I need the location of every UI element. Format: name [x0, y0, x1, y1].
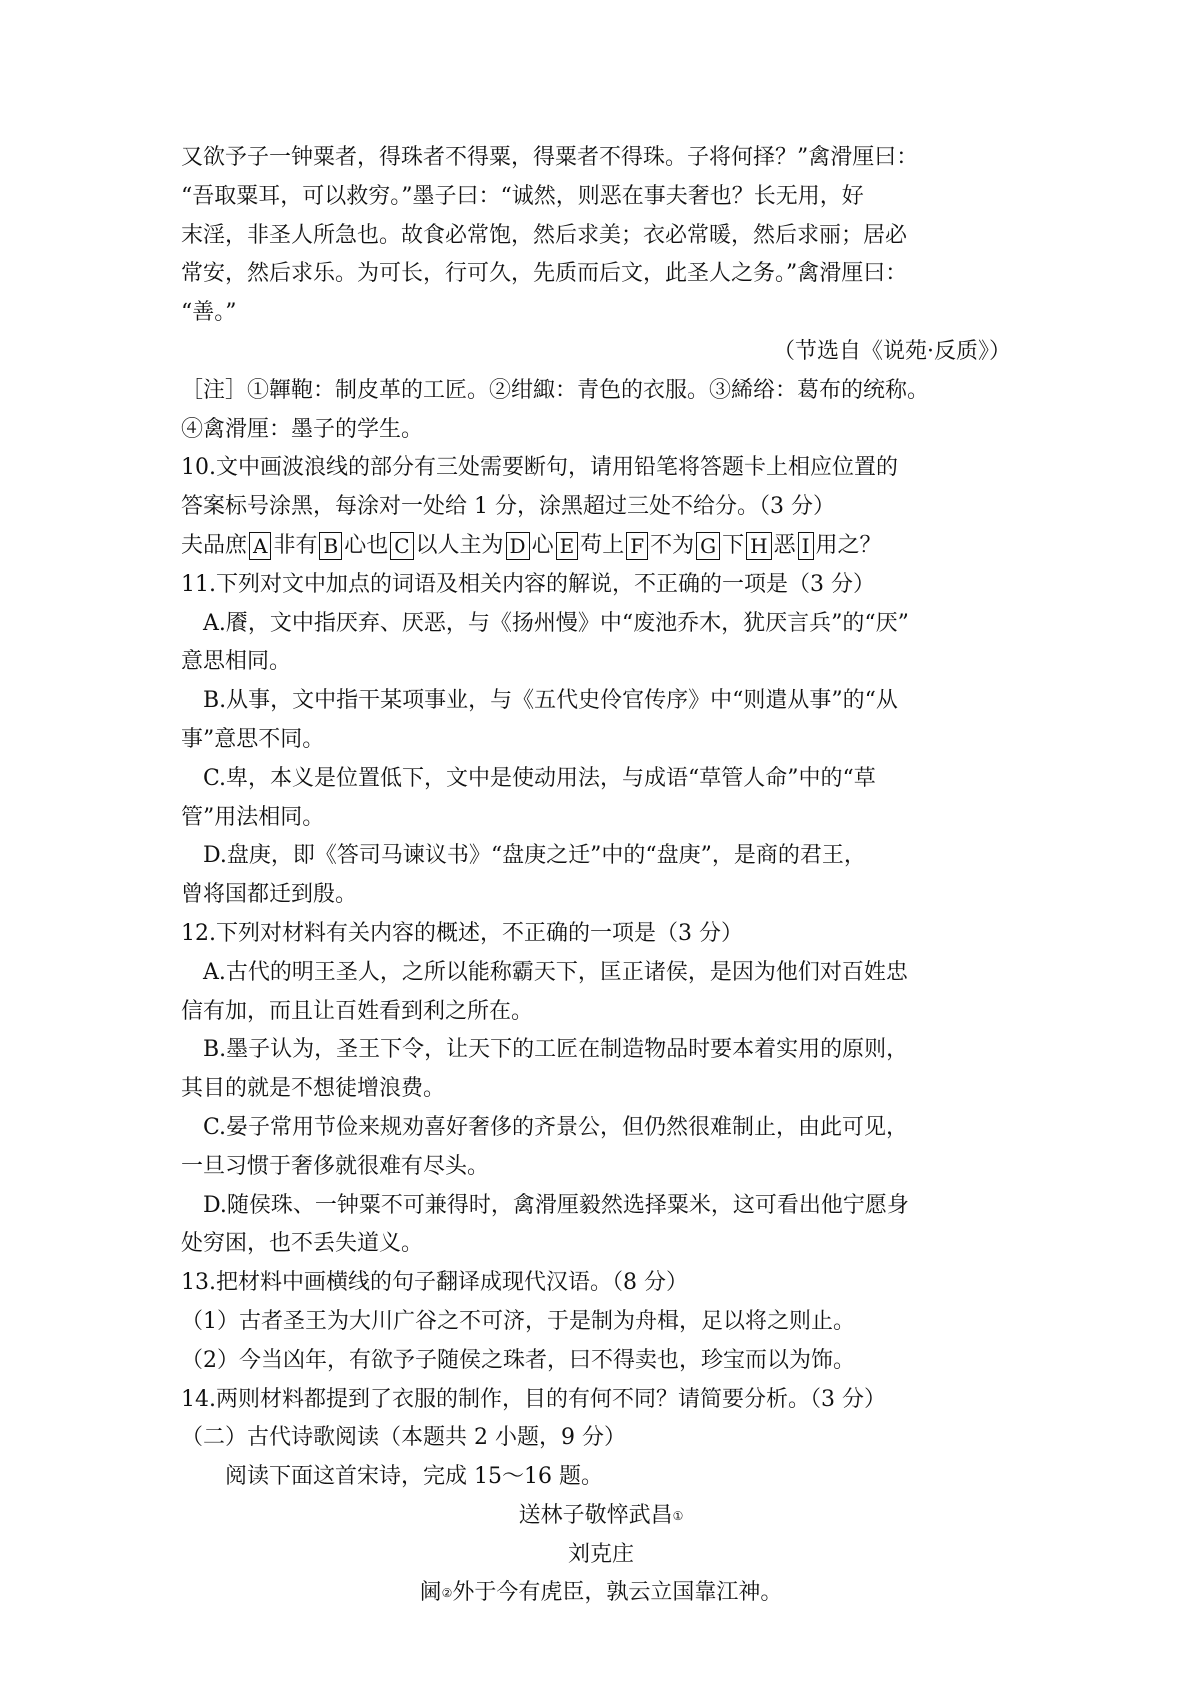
question-14: 14.两则材料都提到了衣服的制作，目的有何不同？请简要分析。（3 分） [181, 1386, 886, 1412]
section-heading: （二）古代诗歌阅读（本题共 2 小题，9 分） [181, 1425, 626, 1451]
break-text-segment: 夫品庶 [181, 532, 248, 558]
option-11-d: D.盘庚，即《答司马谏议书》“盘庚之迁”中的“盘庚”，是商的君王， [203, 843, 866, 869]
question-13-part1: （1）古者圣王为大川广谷之不可济，于是制为舟楫，足以将之则止。 [181, 1308, 855, 1334]
option-11-c: C.卑，本义是位置低下，文中是使动用法，与成语“草管人命”中的“草 [203, 765, 876, 791]
break-option-box-e[interactable]: E [556, 532, 579, 560]
option-11-a: A.餍，文中指厌弃、厌恶，与《扬州慢》中“废池乔木，犹厌言兵”的“厌” [203, 610, 909, 636]
break-text-segment: 心也 [344, 532, 389, 558]
option-12-d: D.随侯珠、一钟粟不可兼得时，禽滑厘毅然选择粟米，这可看出他宁愿身 [203, 1192, 909, 1218]
passage-line: 又欲予子一钟粟者，得珠者不得粟，得粟者不得珠。子将何择？”禽滑厘曰： [181, 145, 919, 170]
break-text-segment: 恶 [773, 532, 796, 558]
break-text-segment: 心 [531, 532, 554, 558]
break-text-segment: 非有 [273, 532, 318, 558]
option-12-a-cont: 信有加，而且让百姓看到利之所在。 [181, 998, 534, 1024]
option-12-c-cont: 一旦习惯于奢侈就很难有尽头。 [181, 1153, 490, 1179]
passage-line: “善。” [181, 300, 237, 326]
option-11-b: B.从事，文中指干某项事业，与《五代史伶官传序》中“则遣从事”的“从 [203, 688, 898, 714]
option-11-c-cont: 管”用法相同。 [181, 804, 325, 830]
question-12: 12.下列对材料有关内容的概述，不正确的一项是（3 分） [181, 920, 743, 946]
sentence-break-options [181, 529, 1021, 563]
poem-title-line [181, 1499, 1021, 1533]
question-10-cont: 答案标号涂黑，每涂对一处给 1 分，涂黑超过三处不给分。（3 分） [181, 494, 835, 520]
question-11: 11.下列对文中加点的词语及相关内容的解说，不正确的一项是（3 分） [181, 571, 875, 597]
break-option-box-i[interactable]: I [798, 532, 814, 560]
reading-instruction: 阅读下面这首宋诗，完成 15～16 题。 [225, 1464, 603, 1490]
break-text-segment: 下 [722, 532, 745, 558]
annotation-note: ［注］①韗鞄：制皮革的工匠。②绀緅：青色的衣服。③絺绤：葛布的统称。 [181, 377, 930, 403]
break-text-segment: 以人主为 [415, 532, 504, 558]
verse-text: 外于今有虎臣，孰云立国靠江神。 [452, 1580, 783, 1606]
break-option-box-d[interactable]: D [506, 532, 530, 560]
break-option-box-g[interactable]: G [696, 532, 720, 560]
option-11-b-cont: 事”意思不同。 [181, 726, 325, 752]
break-option-box-h[interactable]: H [746, 532, 771, 560]
option-12-c: C.晏子常用节俭来规劝喜好奢侈的齐景公，但仍然很难制止，由此可见， [203, 1114, 909, 1140]
break-option-box-b[interactable]: B [319, 532, 342, 560]
passage-line: 末淫，非圣人所急也。故食必常饱，然后求美；衣必常暖，然后求丽；居必 [181, 222, 908, 248]
break-text-segment: 苟上 [580, 532, 625, 558]
passage-line: 常安，然后求乐。为可长，行可久，先质而后文，此圣人之务。”禽滑厘曰： [181, 261, 908, 287]
verse-text: 阃 [419, 1580, 442, 1606]
passage-line: “吾取粟耳，可以救穷。”墨子曰：“诚然，则恶在事夫奢也？长无用，好 [181, 183, 864, 209]
question-10: 10.文中画波浪线的部分有三处需要断句，请用铅笔将答题卡上相应位置的 [181, 455, 898, 481]
option-12-b: B.墨子认为，圣王下令，让天下的工匠在制造物品时要本着实用的原则， [203, 1037, 909, 1063]
footnote-marker: ① [672, 1508, 684, 1523]
break-option-box-f[interactable]: F [626, 532, 648, 560]
option-12-b-cont: 其目的就是不想徒增浪费。 [181, 1076, 446, 1102]
break-option-box-c[interactable]: C [390, 532, 413, 560]
option-11-a-cont: 意思相同。 [181, 649, 292, 675]
break-text-segment: 用之？ [815, 532, 882, 558]
footnote-marker: ② [441, 1586, 453, 1601]
break-text-segment: 不为 [650, 532, 695, 558]
question-13-part2: （2）今当凶年，有欲予子随侯之珠者，曰不得卖也，珍宝而以为饰。 [181, 1347, 855, 1373]
poem-title: 送林子敬悴武昌 [518, 1502, 673, 1528]
page-content [181, 141, 1021, 1615]
passage-source: （节选自《说苑·反质》） [773, 338, 1011, 364]
question-13: 13.把材料中画横线的句子翻译成现代汉语。（8 分） [181, 1270, 688, 1296]
option-12-d-cont: 处穷困，也不丢失道义。 [181, 1231, 424, 1257]
option-12-a: A.古代的明王圣人，之所以能称霸天下，匡正诸侯，是因为他们对百姓忠 [203, 959, 908, 985]
option-11-d-cont: 曾将国都迁到殷。 [181, 882, 358, 908]
poem-author: 刘克庄 [567, 1541, 634, 1567]
break-option-box-a[interactable]: A [249, 532, 271, 560]
annotation-note: ④禽滑厘：墨子的学生。 [181, 416, 424, 442]
poem-verse-line [181, 1576, 1021, 1610]
